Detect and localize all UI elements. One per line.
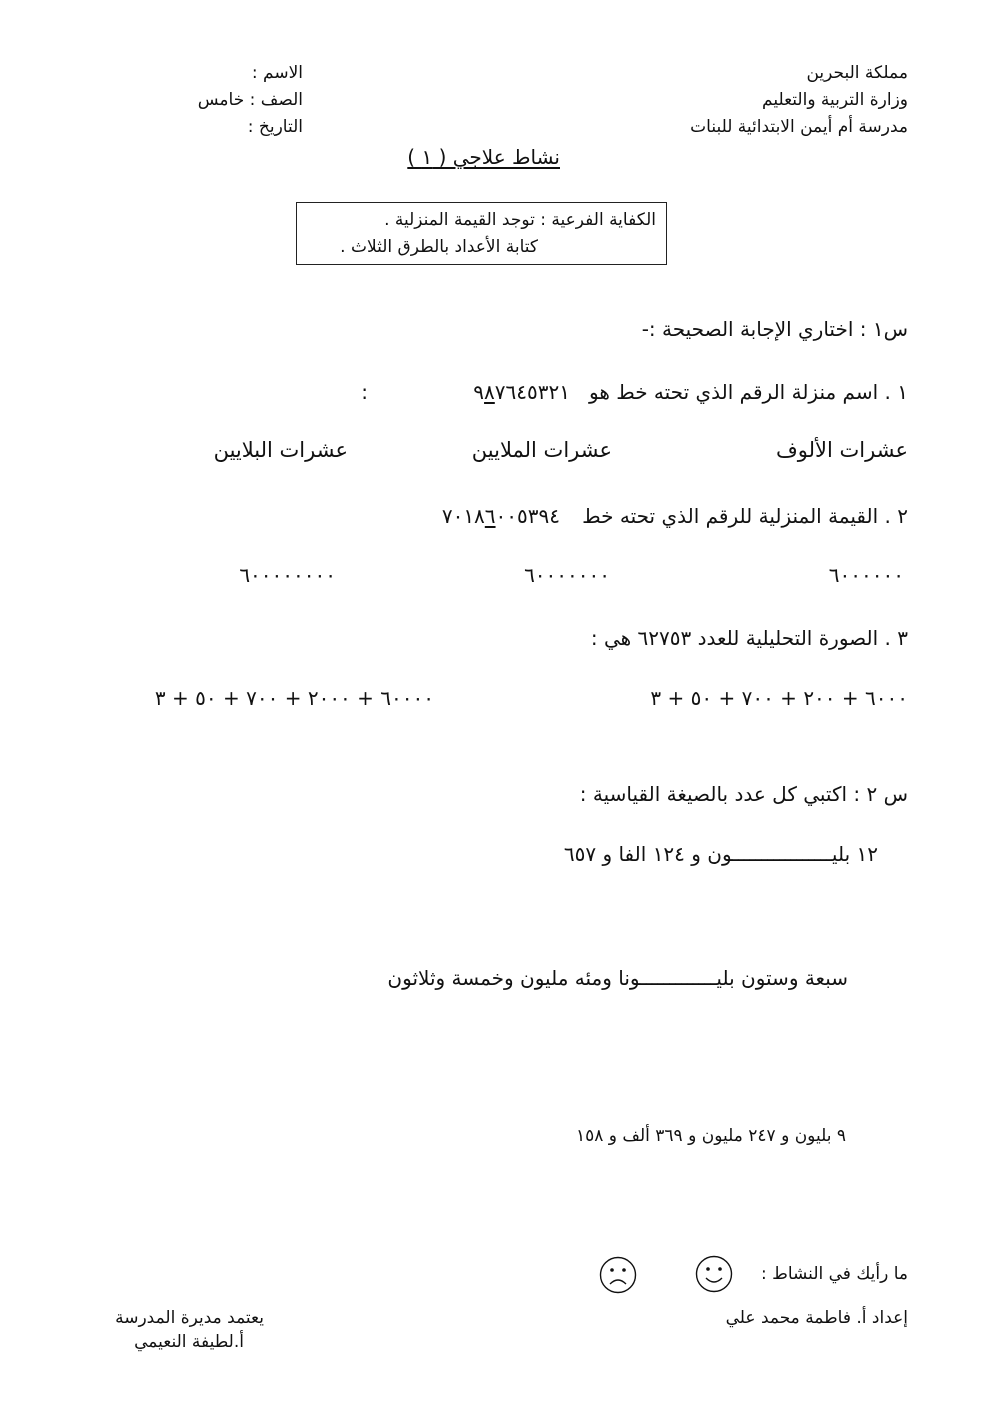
q1-heading: س١ : اختاري الإجابة الصحيحة :- [641, 317, 908, 341]
q1-item2-underlined-digit: ٦ [484, 504, 496, 528]
q2-heading: س ٢ : اكتبي كل عدد بالصيغة القياسية : [579, 782, 908, 806]
q1-item2-number-before: ٧٠١٨ [441, 504, 485, 528]
competency-line-2: كتابة الأعداد بالطرق الثلاث . [340, 237, 538, 257]
q1-item2-option-c: ٦٠٠٠٠٠٠٠٠ [239, 563, 336, 587]
q1-item1-prompt: ١ . اسم منزلة الرقم الذي تحته خط هو [588, 380, 908, 404]
q1-item1-number [473, 380, 570, 404]
q1-item2-prompt: ٢ . القيمة المنزلية للرقم الذي تحته خط [582, 504, 908, 528]
header-school: مدرسة أم أيمن الابتدائية للبنات [690, 117, 908, 137]
q1-item3-prompt: ٣ . الصورة التحليلية للعدد ٦٢٧٥٣ هي : [590, 626, 908, 650]
q1-item1-option-a: عشرات الألوف [776, 438, 908, 462]
competency-line-1: الكفاية الفرعية : توجد القيمة المنزلية . [384, 210, 656, 230]
q1-item1-option-c: عشرات البلايين [213, 438, 348, 462]
q1-item2-number [442, 504, 560, 528]
q2-item-2: سبعة وستون بليـــــــــــــونا ومئه مليون وخمسة وثلاثون [387, 966, 848, 990]
q1-item1-option-b: عشرات الملايين [471, 438, 612, 462]
opinion-label: ما رأيك في النشاط : [760, 1264, 908, 1284]
q1-item3-option-b: ٦٠٠٠٠ + ٢٠٠٠ + ٧٠٠ + ٥٠ + ٣ [154, 686, 434, 710]
sad-face-icon[interactable] [599, 1256, 637, 1294]
q2-item-1: ١٢ بليـــــــــــــــــون و ١٢٤ الفا و ٦٥٧ [563, 842, 878, 866]
principal-name: أ.لطيفة النعيمي [134, 1332, 244, 1352]
q1-item2-option-b: ٦٠٠٠٠٠٠٠ [524, 563, 610, 587]
date-label: التاريخ : [247, 117, 303, 137]
q1-item1-underlined-digit: ٨ [484, 380, 495, 404]
smiley-face-icon[interactable] [695, 1255, 733, 1293]
name-label: الاسم : [251, 63, 303, 83]
class-label: الصف : خامس [197, 90, 303, 110]
page-title: نشاط علاجي ( ١ ) [407, 145, 560, 169]
q1-item3-option-a: ٦٠٠٠ + ٢٠٠ + ٧٠٠ + ٥٠ + ٣ [650, 686, 908, 710]
header-ministry: وزارة التربية والتعليم [762, 90, 908, 110]
q2-item-3: ٩ بليون و ٢٤٧ مليون و ٣٦٩ ألف و ١٥٨ [575, 1126, 846, 1146]
q1-item1-number-before: ٩ [473, 380, 485, 404]
header-kingdom: مملكة البحرين [806, 63, 908, 83]
q1-item2-number-after: ٠٠٥٣٩٤ [495, 504, 560, 528]
q1-item1-number-after: ٧٦٤٥٣٢١ [494, 380, 570, 404]
prepared-by: إعداد أ. فاطمة محمد علي [725, 1308, 908, 1328]
principal-approval: يعتمد مديرة المدرسة [115, 1308, 264, 1328]
q1-item2-option-a: ٦٠٠٠٠٠٠ [828, 563, 904, 587]
q1-item1-colon: : [361, 380, 368, 404]
